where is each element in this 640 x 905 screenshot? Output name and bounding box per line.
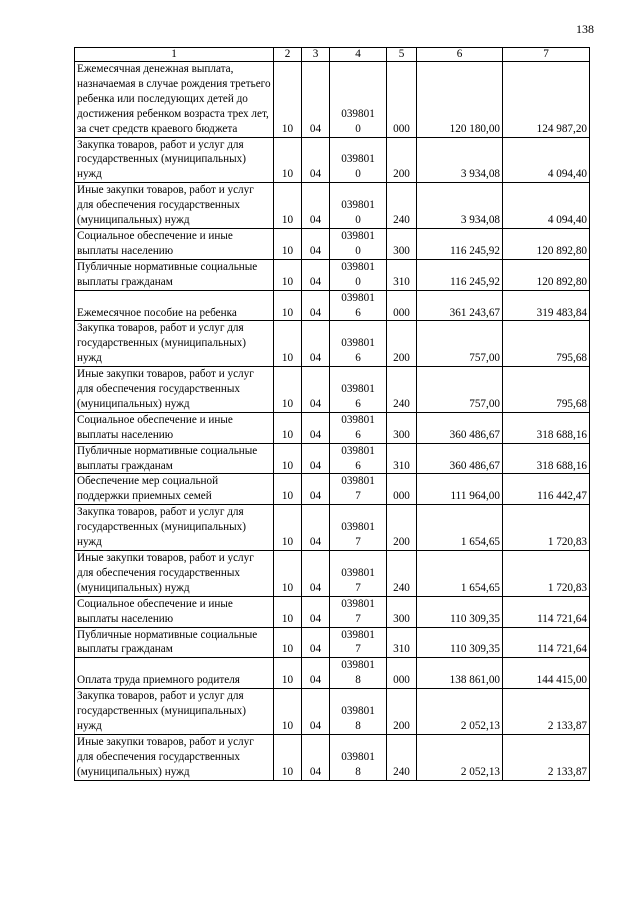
amount-year-1-cell: 116 245,92 <box>417 259 503 290</box>
target-article-code-bottom: 0 <box>355 168 361 181</box>
expense-type-cell: 000 <box>387 474 417 505</box>
row-name-cell: Социальное обеспечение и иные выплаты населению <box>75 596 274 627</box>
row-name-cell: Закупка товаров, работ и услуг для государственных (муниципальных) нужд <box>75 505 274 551</box>
expense-type-cell: 200 <box>387 321 417 367</box>
expense-type-cell: 300 <box>387 596 417 627</box>
target-article-code-top: 039801 <box>341 153 375 166</box>
section-code-cell: 10 <box>274 505 302 551</box>
target-article-code-bottom: 8 <box>355 674 361 687</box>
table-row <box>75 443 590 474</box>
target-article-code-bottom: 0 <box>355 122 361 135</box>
expense-type-cell: 000 <box>387 62 417 138</box>
target-article-code-top: 039801 <box>341 383 375 396</box>
table-row <box>75 596 590 627</box>
section-code-cell: 10 <box>274 689 302 735</box>
target-article-code-bottom: 6 <box>355 397 361 410</box>
section-code-cell: 10 <box>274 228 302 259</box>
amount-year-2-cell: 4 094,40 <box>503 137 590 183</box>
amount-year-1-cell: 120 180,00 <box>417 62 503 138</box>
header-cell: 6 <box>417 48 503 62</box>
amount-year-1-cell: 2 052,13 <box>417 689 503 735</box>
amount-year-2-cell: 319 483,84 <box>503 290 590 321</box>
amount-year-1-cell: 360 486,67 <box>417 412 503 443</box>
target-article-code-bottom: 6 <box>355 352 361 365</box>
subsection-code-cell: 04 <box>302 551 330 597</box>
section-code-cell: 10 <box>274 627 302 658</box>
target-article-code-top: 039801 <box>341 659 375 672</box>
row-name-cell: Иные закупки товаров, работ и услуг для обеспечения государственных (муниципальных) нужд <box>75 551 274 597</box>
expense-type-cell: 240 <box>387 183 417 229</box>
expense-type-cell: 310 <box>387 259 417 290</box>
target-article-code-top: 039801 <box>341 291 375 304</box>
target-article-code-bottom: 7 <box>355 490 361 503</box>
section-code-cell: 10 <box>274 443 302 474</box>
target-article-cell <box>330 627 387 658</box>
header-cell: 3 <box>302 48 330 62</box>
target-article-cell <box>330 505 387 551</box>
amount-year-2-cell: 114 721,64 <box>503 627 590 658</box>
row-name-cell: Закупка товаров, работ и услуг для государственных (муниципальных) нужд <box>75 137 274 183</box>
amount-year-1-cell: 757,00 <box>417 367 503 413</box>
amount-year-1-cell: 1 654,65 <box>417 551 503 597</box>
section-code-cell: 10 <box>274 137 302 183</box>
target-article-code-top: 039801 <box>341 566 375 579</box>
expense-type-cell: 240 <box>387 367 417 413</box>
table-row <box>75 627 590 658</box>
section-code-cell: 10 <box>274 367 302 413</box>
budget-table <box>74 47 590 781</box>
target-article-code-bottom: 6 <box>355 459 361 472</box>
amount-year-2-cell: 2 133,87 <box>503 689 590 735</box>
expense-type-cell: 000 <box>387 658 417 689</box>
row-name-cell: Обеспечение мер социальной поддержки приемных семей <box>75 474 274 505</box>
section-code-cell: 10 <box>274 183 302 229</box>
subsection-code-cell: 04 <box>302 505 330 551</box>
subsection-code-cell: 04 <box>302 658 330 689</box>
table-row <box>75 137 590 183</box>
expense-type-cell: 200 <box>387 137 417 183</box>
table-row <box>75 689 590 735</box>
section-code-cell: 10 <box>274 321 302 367</box>
row-name-cell: Ежемесячная денежная выплата, назначаемая в случае рождения третьего ребенка или последующих детей до достижения ребенком возраста трех лет, за счет средств краевого бюджета <box>75 62 274 138</box>
section-code-cell: 10 <box>274 259 302 290</box>
header-cell: 7 <box>503 48 590 62</box>
page-number: 138 <box>576 22 594 36</box>
target-article-code-top: 039801 <box>341 597 375 610</box>
table-row <box>75 734 590 780</box>
subsection-code-cell: 04 <box>302 259 330 290</box>
table-row <box>75 62 590 138</box>
target-article-code-top: 039801 <box>341 750 375 763</box>
table-row <box>75 290 590 321</box>
target-article-cell <box>330 474 387 505</box>
target-article-code-bottom: 0 <box>355 244 361 257</box>
target-article-code-top: 039801 <box>341 260 375 273</box>
amount-year-2-cell: 120 892,80 <box>503 259 590 290</box>
target-article-code-top: 039801 <box>341 337 375 350</box>
amount-year-2-cell: 144 415,00 <box>503 658 590 689</box>
expense-type-cell: 300 <box>387 228 417 259</box>
target-article-code-top: 039801 <box>341 705 375 718</box>
expense-type-cell: 240 <box>387 551 417 597</box>
subsection-code-cell: 04 <box>302 321 330 367</box>
row-name-cell: Публичные нормативные социальные выплаты гражданам <box>75 259 274 290</box>
target-article-cell <box>330 734 387 780</box>
row-name-cell: Ежемесячное пособие на ребенка <box>75 290 274 321</box>
target-article-code-bottom: 7 <box>355 643 361 656</box>
target-article-cell <box>330 443 387 474</box>
subsection-code-cell: 04 <box>302 596 330 627</box>
target-article-code-top: 039801 <box>341 475 375 488</box>
target-article-code-bottom: 8 <box>355 765 361 778</box>
amount-year-2-cell: 795,68 <box>503 367 590 413</box>
target-article-cell <box>330 137 387 183</box>
section-code-cell: 10 <box>274 290 302 321</box>
target-article-cell <box>330 551 387 597</box>
header-cell: 5 <box>387 48 417 62</box>
amount-year-1-cell: 757,00 <box>417 321 503 367</box>
subsection-code-cell: 04 <box>302 183 330 229</box>
header-cell: 2 <box>274 48 302 62</box>
target-article-code-bottom: 7 <box>355 581 361 594</box>
target-article-code-bottom: 0 <box>355 275 361 288</box>
target-article-code-top: 039801 <box>341 199 375 212</box>
row-name-cell: Иные закупки товаров, работ и услуг для обеспечения государственных (муниципальных) нужд <box>75 367 274 413</box>
target-article-cell <box>330 596 387 627</box>
section-code-cell: 10 <box>274 551 302 597</box>
subsection-code-cell: 04 <box>302 228 330 259</box>
subsection-code-cell: 04 <box>302 443 330 474</box>
row-name-cell: Иные закупки товаров, работ и услуг для обеспечения государственных (муниципальных) нужд <box>75 734 274 780</box>
subsection-code-cell: 04 <box>302 734 330 780</box>
expense-type-cell: 310 <box>387 627 417 658</box>
amount-year-2-cell: 2 133,87 <box>503 734 590 780</box>
subsection-code-cell: 04 <box>302 137 330 183</box>
table-row <box>75 228 590 259</box>
section-code-cell: 10 <box>274 734 302 780</box>
row-name-cell: Социальное обеспечение и иные выплаты населению <box>75 228 274 259</box>
amount-year-1-cell: 110 309,35 <box>417 596 503 627</box>
amount-year-1-cell: 3 934,08 <box>417 183 503 229</box>
table-row <box>75 474 590 505</box>
amount-year-1-cell: 2 052,13 <box>417 734 503 780</box>
subsection-code-cell: 04 <box>302 627 330 658</box>
target-article-cell <box>330 321 387 367</box>
target-article-cell <box>330 689 387 735</box>
target-article-code-top: 039801 <box>341 628 375 641</box>
target-article-cell <box>330 290 387 321</box>
row-name-cell: Закупка товаров, работ и услуг для государственных (муниципальных) нужд <box>75 321 274 367</box>
target-article-cell <box>330 228 387 259</box>
target-article-code-top: 039801 <box>341 107 375 120</box>
amount-year-2-cell: 318 688,16 <box>503 412 590 443</box>
amount-year-2-cell: 1 720,83 <box>503 505 590 551</box>
expense-type-cell: 300 <box>387 412 417 443</box>
expense-type-cell: 310 <box>387 443 417 474</box>
subsection-code-cell: 04 <box>302 367 330 413</box>
header-row <box>75 48 590 62</box>
amount-year-1-cell: 3 934,08 <box>417 137 503 183</box>
amount-year-1-cell: 116 245,92 <box>417 228 503 259</box>
table-row <box>75 259 590 290</box>
table-row <box>75 658 590 689</box>
amount-year-2-cell: 124 987,20 <box>503 62 590 138</box>
expense-type-cell: 240 <box>387 734 417 780</box>
table-row <box>75 505 590 551</box>
header-cell: 4 <box>330 48 387 62</box>
amount-year-1-cell: 111 964,00 <box>417 474 503 505</box>
target-article-code-bottom: 0 <box>355 214 361 227</box>
amount-year-1-cell: 361 243,67 <box>417 290 503 321</box>
expense-type-cell: 200 <box>387 505 417 551</box>
table-row <box>75 551 590 597</box>
target-article-cell <box>330 183 387 229</box>
target-article-cell <box>330 367 387 413</box>
section-code-cell: 10 <box>274 412 302 443</box>
row-name-cell: Оплата труда приемного родителя <box>75 658 274 689</box>
target-article-code-bottom: 7 <box>355 612 361 625</box>
target-article-cell <box>330 259 387 290</box>
section-code-cell: 10 <box>274 658 302 689</box>
row-name-cell: Закупка товаров, работ и услуг для государственных (муниципальных) нужд <box>75 689 274 735</box>
table-body <box>75 62 590 781</box>
target-article-code-bottom: 7 <box>355 536 361 549</box>
subsection-code-cell: 04 <box>302 474 330 505</box>
row-name-cell: Иные закупки товаров, работ и услуг для обеспечения государственных (муниципальных) нужд <box>75 183 274 229</box>
table-row <box>75 367 590 413</box>
amount-year-1-cell: 110 309,35 <box>417 627 503 658</box>
header-cell: 1 <box>75 48 274 62</box>
section-code-cell: 10 <box>274 62 302 138</box>
table-row <box>75 321 590 367</box>
amount-year-2-cell: 114 721,64 <box>503 596 590 627</box>
target-article-code-bottom: 6 <box>355 306 361 319</box>
subsection-code-cell: 04 <box>302 290 330 321</box>
amount-year-1-cell: 360 486,67 <box>417 443 503 474</box>
table-row <box>75 183 590 229</box>
section-code-cell: 10 <box>274 474 302 505</box>
row-name-cell: Социальное обеспечение и иные выплаты населению <box>75 412 274 443</box>
subsection-code-cell: 04 <box>302 62 330 138</box>
target-article-code-top: 039801 <box>341 521 375 534</box>
amount-year-1-cell: 1 654,65 <box>417 505 503 551</box>
target-article-cell <box>330 658 387 689</box>
target-article-code-top: 039801 <box>341 444 375 457</box>
subsection-code-cell: 04 <box>302 689 330 735</box>
subsection-code-cell: 04 <box>302 412 330 443</box>
row-name-cell: Публичные нормативные социальные выплаты гражданам <box>75 443 274 474</box>
target-article-code-bottom: 8 <box>355 719 361 732</box>
amount-year-2-cell: 116 442,47 <box>503 474 590 505</box>
amount-year-1-cell: 138 861,00 <box>417 658 503 689</box>
target-article-code-top: 039801 <box>341 413 375 426</box>
target-article-code-bottom: 6 <box>355 428 361 441</box>
expense-type-cell: 000 <box>387 290 417 321</box>
amount-year-2-cell: 4 094,40 <box>503 183 590 229</box>
target-article-cell <box>330 412 387 443</box>
section-code-cell: 10 <box>274 596 302 627</box>
table-row <box>75 412 590 443</box>
amount-year-2-cell: 795,68 <box>503 321 590 367</box>
amount-year-2-cell: 120 892,80 <box>503 228 590 259</box>
target-article-cell <box>330 62 387 138</box>
target-article-code-top: 039801 <box>341 229 375 242</box>
row-name-cell: Публичные нормативные социальные выплаты гражданам <box>75 627 274 658</box>
expense-type-cell: 200 <box>387 689 417 735</box>
amount-year-2-cell: 318 688,16 <box>503 443 590 474</box>
amount-year-2-cell: 1 720,83 <box>503 551 590 597</box>
